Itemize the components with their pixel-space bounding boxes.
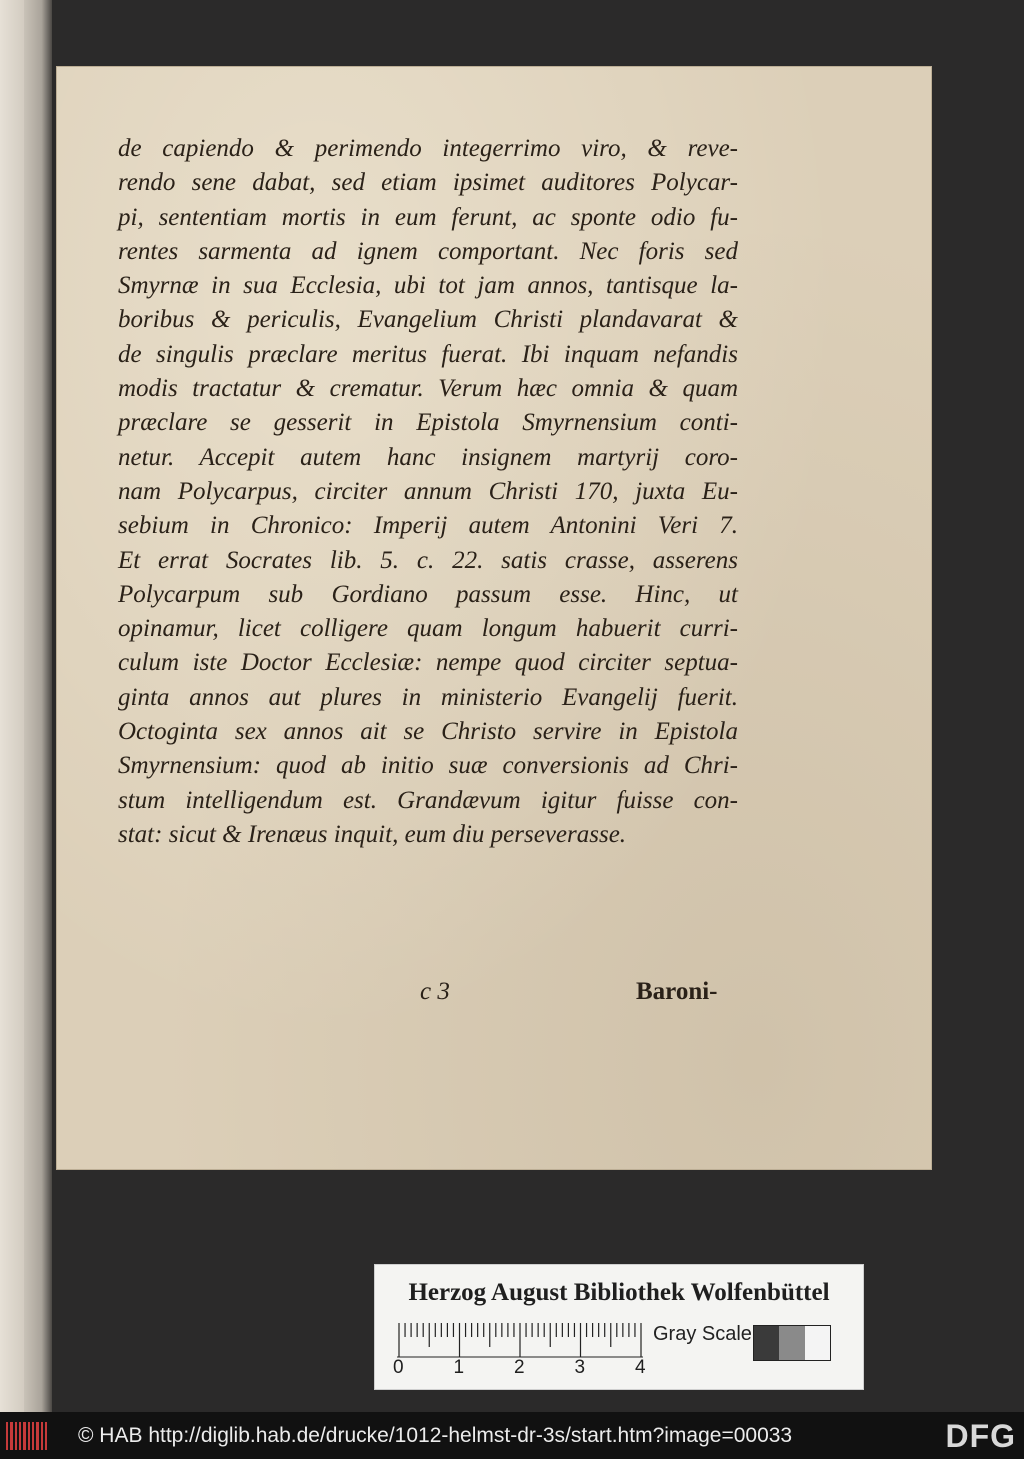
- ruler-number: 4: [635, 1357, 646, 1378]
- ruler-number: 3: [574, 1357, 586, 1378]
- ruler-number: 0: [393, 1357, 404, 1378]
- gray-scale-label: Gray Scale: [653, 1323, 752, 1345]
- signature-mark: c 3: [420, 978, 450, 1005]
- ruler-numbers: [391, 1357, 651, 1381]
- ruler-scale: [397, 1323, 647, 1359]
- text-line: boribus & periculis, Evangelium Christi plandavarat &: [118, 306, 738, 334]
- text-line: nam Polycarpus, circiter annum Christi 170, juxta Eu-: [118, 477, 738, 505]
- text-line: Octoginta sex annos ait se Christo servire in Epistola: [118, 718, 738, 746]
- text-line: netur. Accepit autem hanc insignem martyrij coro-: [118, 443, 738, 471]
- text-line: stum intelligendum est. Grandævum igitur fuisse con-: [118, 786, 738, 814]
- text-line: præclare se gesserit in Epistola Smyrnensium conti-: [118, 409, 738, 437]
- text-line: Et errat Socrates lib. 5. c. 22. satis crasse, asserens: [118, 546, 738, 574]
- text-line: de singulis præclare meritus fuerat. Ibi inquam nefandis: [118, 340, 738, 368]
- gray-scale-swatch: [753, 1325, 831, 1361]
- text-line: Smyrnæ in sua Ecclesia, ubi tot jam annos, tantisque la-: [118, 272, 738, 300]
- gray-patch: [779, 1326, 804, 1360]
- barcode-icon: [6, 1422, 48, 1450]
- viewer-footer: [0, 1412, 1024, 1459]
- text-line: Polycarpum sub Gordiano passum esse. Hinc, ut: [118, 580, 738, 608]
- ruler-number: 2: [514, 1357, 525, 1378]
- text-line: de capiendo & perimendo integerrimo viro, & reve-: [118, 135, 738, 162]
- gray-patch: [805, 1326, 830, 1360]
- book-cover-edge: [0, 0, 52, 1412]
- color-calibration-card: [374, 1264, 864, 1390]
- text-line: sebium in Chronico: Imperij autem Antonini Veri 7.: [118, 512, 738, 540]
- text-line: Smyrnensium: quod ab initio suæ conversionis ad Chri-: [118, 752, 738, 780]
- text-line: opinamur, licet colligere quam longum habuerit curri-: [118, 615, 738, 643]
- text-line: modis tractatur & crematur. Verum hæc omnia & quam: [118, 375, 738, 403]
- text-line: rendo sene dabat, sed etiam ipsimet auditores Polycar-: [118, 169, 738, 197]
- dfg-logo: DFG: [945, 1418, 1016, 1454]
- page-text: [118, 132, 738, 852]
- text-line: rentes sarmenta ad ignem comportant. Nec foris sed: [118, 237, 738, 265]
- copyright-url[interactable]: © HAB http://diglib.hab.de/drucke/1012-helmst-dr-3s/start.htm?image=00033: [78, 1424, 793, 1447]
- library-name: Herzog August Bibliothek Wolfenbüttel: [408, 1279, 830, 1306]
- text-line: pi, sententiam mortis in eum ferunt, ac sponte odio fu-: [118, 203, 738, 231]
- text-line: stat: sicut & Irenæus inquit, eum diu perseverasse.: [118, 820, 627, 848]
- text-line: culum iste Doctor Ecclesiæ: nempe quod circiter septua-: [118, 649, 738, 677]
- text-line: ginta annos aut plures in ministerio Evangelij fuerit.: [118, 683, 738, 711]
- ruler-number: 1: [453, 1357, 465, 1378]
- gray-patch: [754, 1326, 779, 1360]
- catchword: Baroni-: [636, 978, 718, 1005]
